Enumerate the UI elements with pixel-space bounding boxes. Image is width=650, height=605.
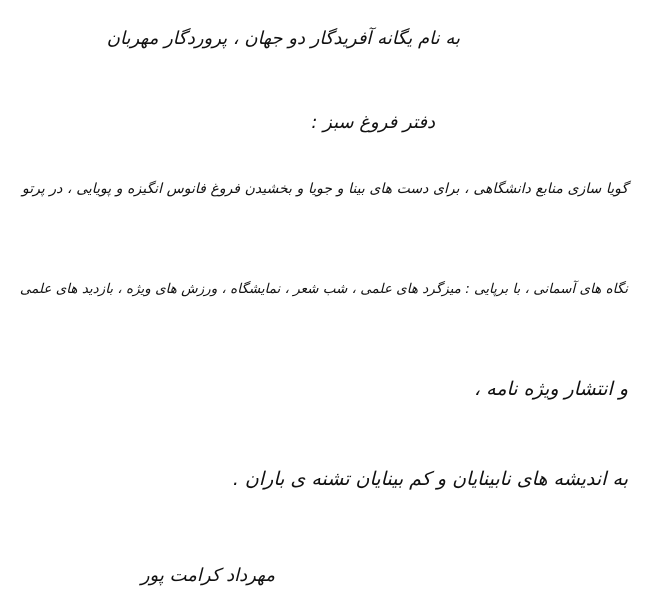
body-line-3: و انتشار ویژه نامه ، xyxy=(473,378,628,400)
salutation-line: دفتر فروغ سبز : xyxy=(311,112,435,133)
body-line-1: گویا سازی منابع دانشگاهی ، برای دست های بینا و جویا و بخشیدن فروغ فانوس انگیزه و پویایی ، در پرتو xyxy=(22,181,628,197)
signature: مهرداد کرامت پور xyxy=(140,565,275,586)
dedication-line: به اندیشه های نابینایان و کم بینایان تشنه ی باران . xyxy=(232,468,628,490)
invocation-line: به نام یگانه آفریدگار دو جهان ، پروردگار مهربان xyxy=(106,28,460,49)
body-line-2: نگاه های آسمانی ، با برپایی : میزگرد های علمی ، شب شعر ، نمایشگاه ، ورزش های ویژه ، بازدید های علمی xyxy=(19,281,628,297)
